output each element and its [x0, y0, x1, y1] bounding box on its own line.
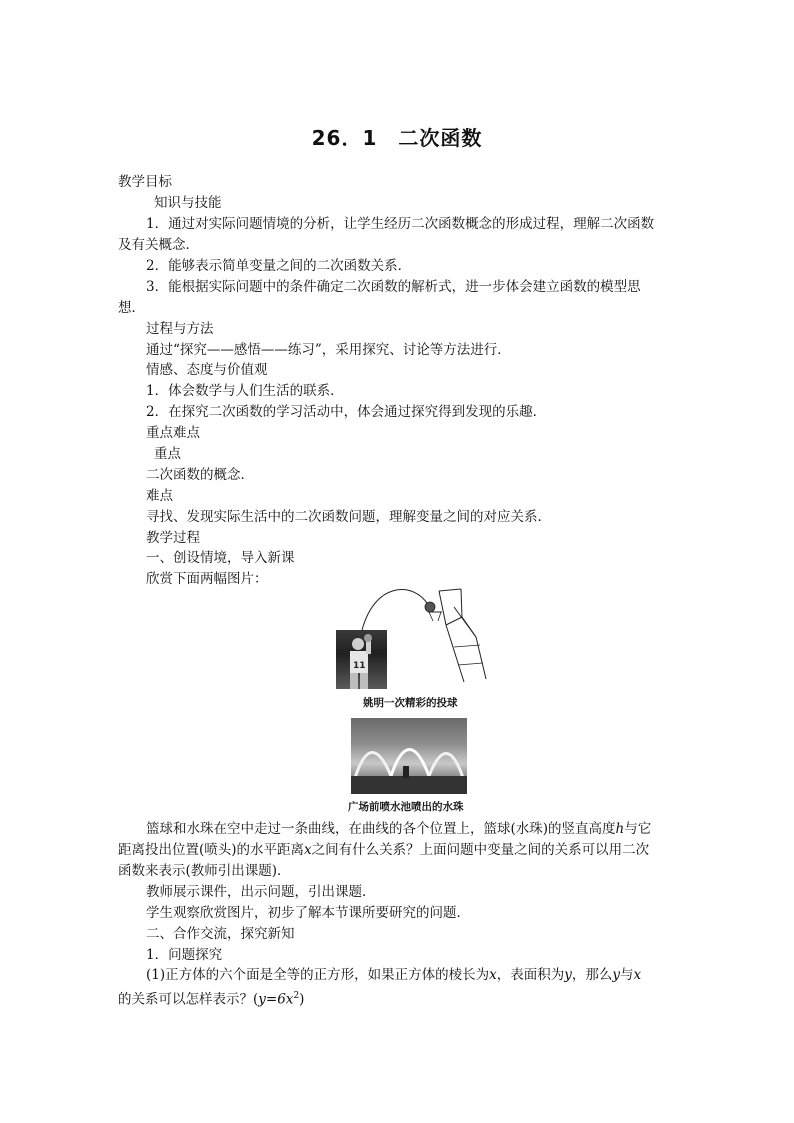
subheading: 重点 [154, 446, 181, 462]
paragraph-line [118, 840, 678, 861]
paragraph-line: 1．体会数学与人们生活的联系． [146, 383, 344, 399]
fountain-photo [351, 718, 467, 794]
text-span: 距离投出位置(喷头)的水平距离 [118, 842, 305, 858]
subheading: 知识与技能 [154, 195, 222, 211]
paragraph-line: 3．能根据实际问题中的条件确定二次函数的解析式，进一步体会建立函数的模型思 [146, 279, 641, 295]
subheading: 一、创设情境，导入新课 [146, 550, 295, 566]
variable-x: x [304, 842, 312, 858]
text-span: ，那么 [571, 967, 613, 983]
subheading: 1．问题探究 [146, 947, 223, 963]
paragraph-line [118, 986, 678, 1010]
text-span: 与 [620, 967, 634, 983]
variable-h: h [615, 821, 625, 837]
jersey-number: 11 [353, 661, 366, 671]
paragraph-line: 学生观察欣赏图片，初步了解本节课所要研究的问题． [146, 905, 470, 921]
section-heading: 教学过程 [146, 530, 200, 546]
paragraph-line [118, 965, 706, 986]
paragraph-line: 想． [118, 300, 145, 316]
text-span: ) [299, 991, 305, 1008]
paragraph-line: 教师展示课件，出示问题，引出课题． [146, 884, 376, 900]
text-span: 篮球和水珠在空中走过一条曲线，在曲线的各个位置上，篮球(水珠)的竖直高度 [146, 821, 616, 837]
text-span: ，表面积为 [496, 967, 565, 983]
paragraph-line: 2．能够表示简单变量之间的二次函数关系． [146, 258, 412, 274]
page-title: 26．1 二次函数 [311, 126, 483, 150]
paragraph-line: 欣赏下面两幅图片： [146, 571, 268, 587]
subheading: 难点 [146, 488, 173, 504]
variable-x: x [489, 967, 497, 983]
section-heading: 二、合作交流，探究新知 [146, 926, 295, 942]
figure2-caption: 广场前喷水池喷出的水珠 [348, 801, 464, 813]
text-span: 与它 [624, 821, 652, 837]
paragraph-line: 2．在探究二次函数的学习活动中，体会通过探究得到发现的乐趣． [146, 404, 547, 420]
section-heading: 教学目标 [118, 174, 172, 190]
paragraph-line: 及有关概念． [118, 237, 199, 253]
variable-y: y [612, 967, 621, 983]
figure1-caption: 姚明一次精彩的投球 [363, 697, 458, 709]
formula: y=6x [258, 991, 294, 1008]
paragraph-line: 通过“探究——感悟——练习”，采用探究、讨论等方法进行． [146, 342, 511, 358]
paragraph-line: 函数来表示(教师引出课题)． [118, 863, 291, 879]
subheading: 过程与方法 [146, 321, 214, 337]
paragraph-line: 二次函数的概念． [146, 467, 254, 483]
subheading: 情感、态度与价值观 [146, 362, 268, 378]
basketball-shot-figure [336, 587, 496, 690]
text-span: 之间有什么关系？上面问题中变量之间的关系可以用二次 [311, 842, 650, 858]
variable-y: y [564, 967, 572, 983]
paragraph-line: 寻找、发现实际生活中的二次函数问题，理解变量之间的对应关系． [146, 509, 551, 525]
variable-x: x [633, 967, 642, 983]
text-span: 的关系可以怎样表示？( [118, 991, 259, 1008]
section-heading: 重点难点 [146, 425, 200, 441]
text-span: (1)正方体的六个面是全等的正方形，如果正方体的棱长为 [146, 967, 490, 983]
formula-exponent: 2 [293, 991, 300, 1001]
paragraph-line [118, 819, 706, 840]
paragraph-line: 1．通过对实际问题情境的分析，让学生经历二次函数概念的形成过程，理解二次函数 [146, 216, 655, 232]
trajectory-drawing [336, 587, 496, 690]
